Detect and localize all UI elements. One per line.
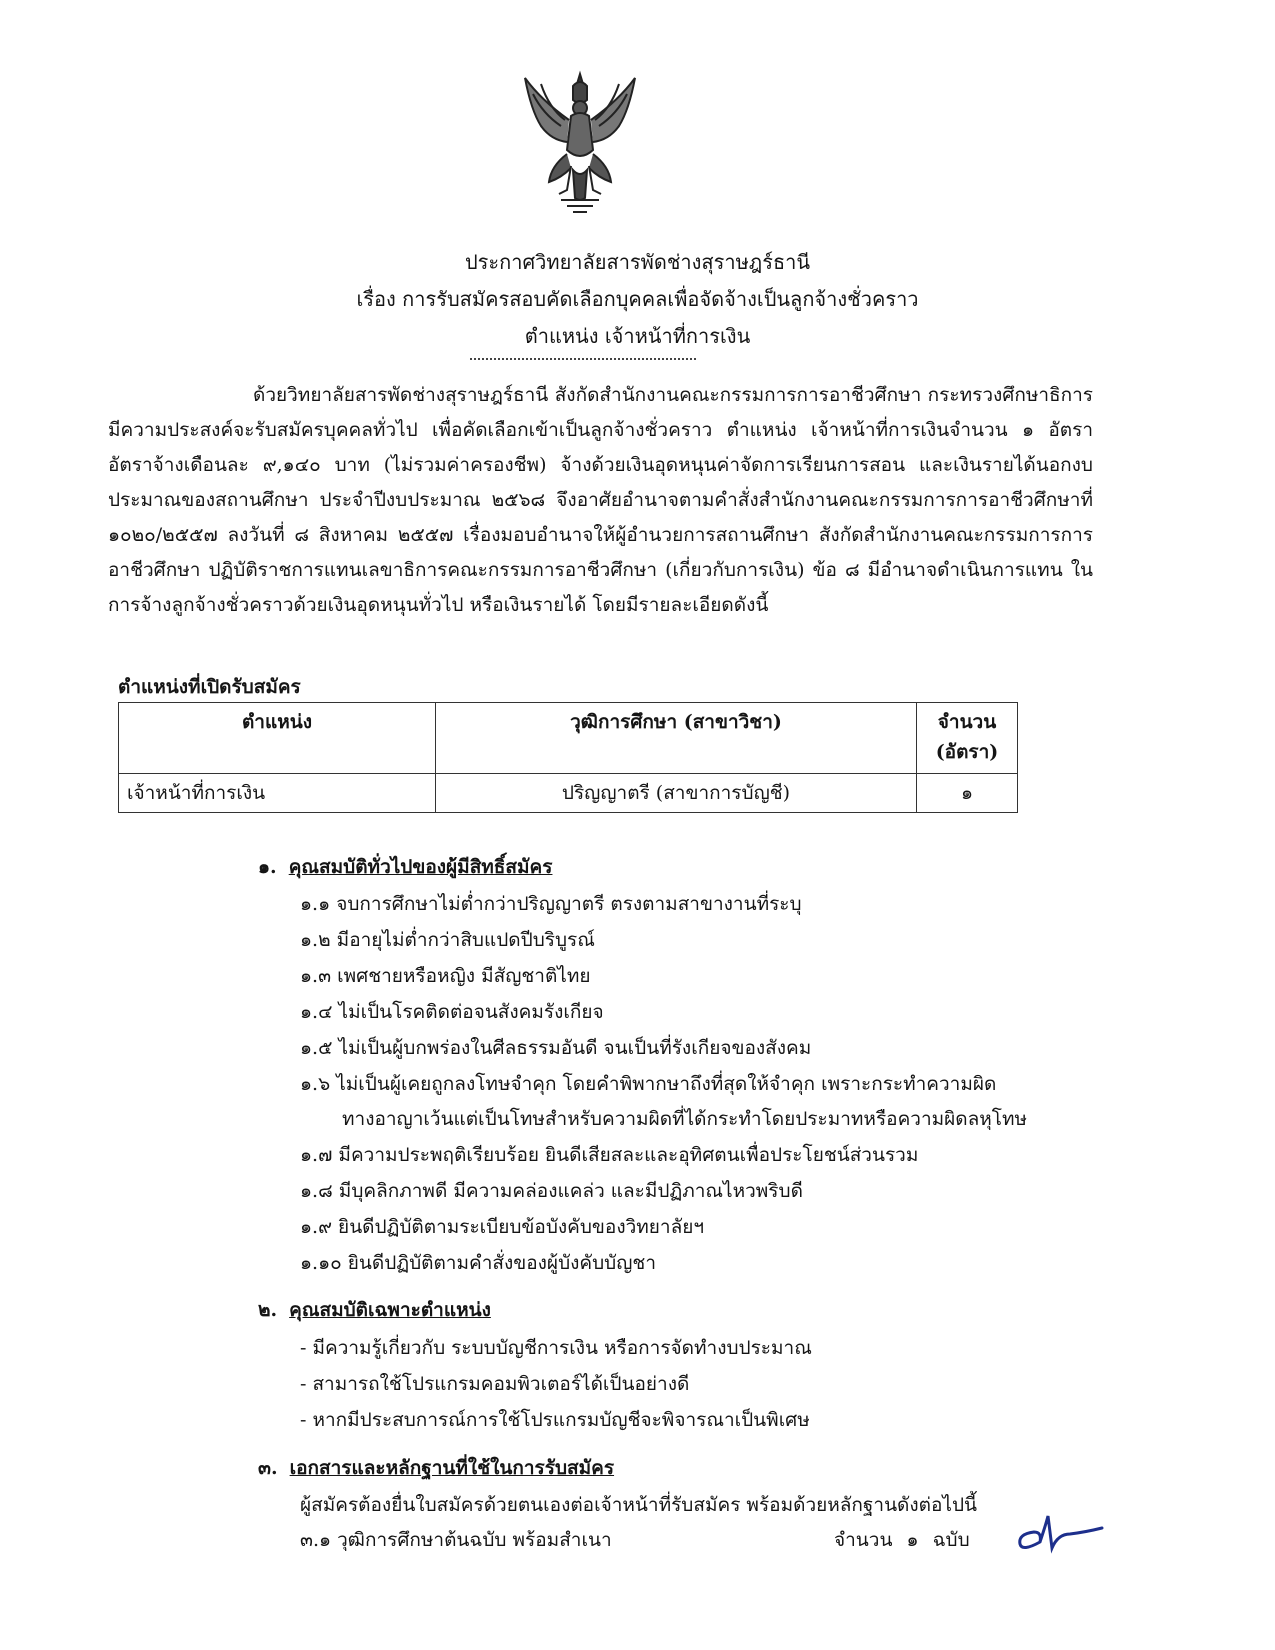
- table-cell: ๑: [917, 774, 1018, 813]
- section-number: ๒.: [258, 1299, 278, 1321]
- announcement-position: ตำแหน่ง เจ้าหน้าที่การเงิน: [524, 324, 751, 348]
- announcement-title: ประกาศวิทยาลัยสารพัดช่างสุราษฎร์ธานี: [464, 250, 811, 274]
- documents-intro: ผู้สมัครต้องยื่นใบสมัครด้วยตนเองต่อเจ้าหน้าที่รับสมัคร พร้อมด้วยหลักฐานดังต่อไปนี้: [300, 1494, 978, 1516]
- list-item: ๓.๑ วุฒิการศึกษาต้นฉบับ พร้อมสำเนา: [300, 1529, 612, 1551]
- signature-icon: [1012, 1512, 1106, 1558]
- list-item: - สามารถใช้โปรแกรมคอมพิวเตอร์ได้เป็นอย่างดี: [300, 1373, 690, 1395]
- list-item: ๑.๗ มีความประพฤติเรียบร้อย ยินดีเสียสละและอุทิศตนเพื่อประโยชน์ส่วนรวม: [300, 1144, 919, 1166]
- dotted-divider: [470, 358, 696, 360]
- list-item: ๑.๑๐ ยินดีปฏิบัติตามคำสั่งของผู้บังคับบัญชา: [300, 1252, 656, 1274]
- list-item: ๑.๒ มีอายุไม่ต่ำกว่าสิบแปดปีบริบูรณ์: [300, 929, 595, 951]
- section-number: ๓.: [258, 1457, 278, 1479]
- positions-table: [118, 702, 1018, 813]
- quantity-label: จำนวน ๑ ฉบับ: [834, 1529, 970, 1551]
- intro-paragraph: ด้วยวิทยาลัยสารพัดช่างสุราษฎร์ธานี สังกัดสำนักงานคณะกรรมการการอาชีวศึกษา กระทรวงศึกษาธิการ มีความประสงค์จะรับสมัครบุคคลทั่วไป เพื่อคัดเลือกเข้าเป็นลูกจ้างชั่วคราว ตำแหน่ง เจ้าหน้าที่การเงินจำนวน ๑ อัตรา อัตราจ้างเดือนละ ๙,๑๔๐ บาท (ไม่รวมค่าครองชีพ) จ้างด้วยเงินอุดหนุนค่าจัดการเรียนการสอน และเงินรายได้นอกงบประมาณของสถานศึกษา ประจำปีงบประมาณ ๒๕๖๘ จึงอาศัยอำนาจตามคำสั่งสำนักงานคณะกรรมการการอาชีวศึกษาที่ ๑๐๒๐/๒๕๕๗ ลงวันที่ ๘ สิงหาคม ๒๕๕๗ เรื่องมอบอำนาจให้ผู้อำนวยการสถานศึกษา สังกัดสำนักงานคณะกรรมการการอาชีวศึกษา ปฏิบัติราชการแทนเลขาธิการคณะกรรมการอาชีวศึกษา (เกี่ยวกับการเงิน) ข้อ ๘ มีอำนาจดำเนินการแทน ในการจ้างลูกจ้างชั่วคราวด้วยเงินอุดหนุนทั่วไป หรือเงินรายได้ โดยมีรายละเอียดดังนี้: [108, 384, 1093, 616]
- positions-label: ตำแหน่งที่เปิดรับสมัคร: [118, 676, 301, 698]
- column-header: วุฒิการศึกษา (สาขาวิชา): [436, 703, 917, 774]
- section-title: คุณสมบัติเฉพาะตำแหน่ง: [289, 1299, 491, 1321]
- list-item: ๑.๙ ยินดีปฏิบัติตามระเบียบข้อบังคับของวิทยาลัยฯ: [300, 1216, 705, 1238]
- list-item: ๑.๕ ไม่เป็นผู้บกพร่องในศีลธรรมอันดี จนเป็นที่รังเกียจของสังคม: [300, 1037, 812, 1059]
- table-cell: เจ้าหน้าที่การเงิน: [119, 774, 436, 813]
- section-2-heading: [258, 1295, 491, 1325]
- section-3-heading: [258, 1453, 614, 1483]
- section-number: ๑.: [258, 856, 277, 878]
- list-item: ๑.๑ จบการศึกษาไม่ต่ำกว่าปริญญาตรี ตรงตามสาขางานที่ระบุ: [300, 893, 802, 915]
- column-header: จำนวน (อัตรา): [917, 703, 1018, 774]
- table-cell: ปริญญาตรี (สาขาการบัญชี): [436, 774, 917, 813]
- list-item: ๑.๔ ไม่เป็นโรคติดต่อจนสังคมรังเกียจ: [300, 1001, 604, 1023]
- list-item: ๑.๓ เพศชายหรือหญิง มีสัญชาติไทย: [300, 965, 591, 987]
- list-item: - มีความรู้เกี่ยวกับ ระบบบัญชีการเงิน หรือการจัดทำงบประมาณ: [300, 1337, 812, 1359]
- section-1-heading: [258, 852, 552, 882]
- announcement-subject: เรื่อง การรับสมัครสอบคัดเลือกบุคคลเพื่อจัดจ้างเป็นลูกจ้างชั่วคราว: [356, 287, 919, 311]
- table-row: [119, 774, 1018, 813]
- garuda-emblem-icon: [521, 70, 639, 216]
- list-item: - หากมีประสบการณ์การใช้โปรแกรมบัญชีจะพิจารณาเป็นพิเศษ: [300, 1409, 810, 1431]
- list-item-continuation: ทางอาญาเว้นแต่เป็นโทษสำหรับความผิดที่ได้กระทำโดยประมาทหรือความผิดลหุโทษ: [342, 1108, 1028, 1130]
- column-header: ตำแหน่ง: [119, 703, 436, 774]
- list-item: ๑.๖ ไม่เป็นผู้เคยถูกลงโทษจำคุก โดยคำพิพากษาถึงที่สุดให้จำคุก เพราะกระทำความผิด: [300, 1073, 997, 1095]
- section-title: คุณสมบัติทั่วไปของผู้มีสิทธิ์สมัคร: [288, 856, 553, 878]
- list-item: ๑.๘ มีบุคลิกภาพดี มีความคล่องแคล่ว และมีปฏิภาณไหวพริบดี: [300, 1180, 803, 1202]
- table-header-row: [119, 703, 1018, 774]
- section-title: เอกสารและหลักฐานที่ใช้ในการรับสมัคร: [289, 1457, 615, 1479]
